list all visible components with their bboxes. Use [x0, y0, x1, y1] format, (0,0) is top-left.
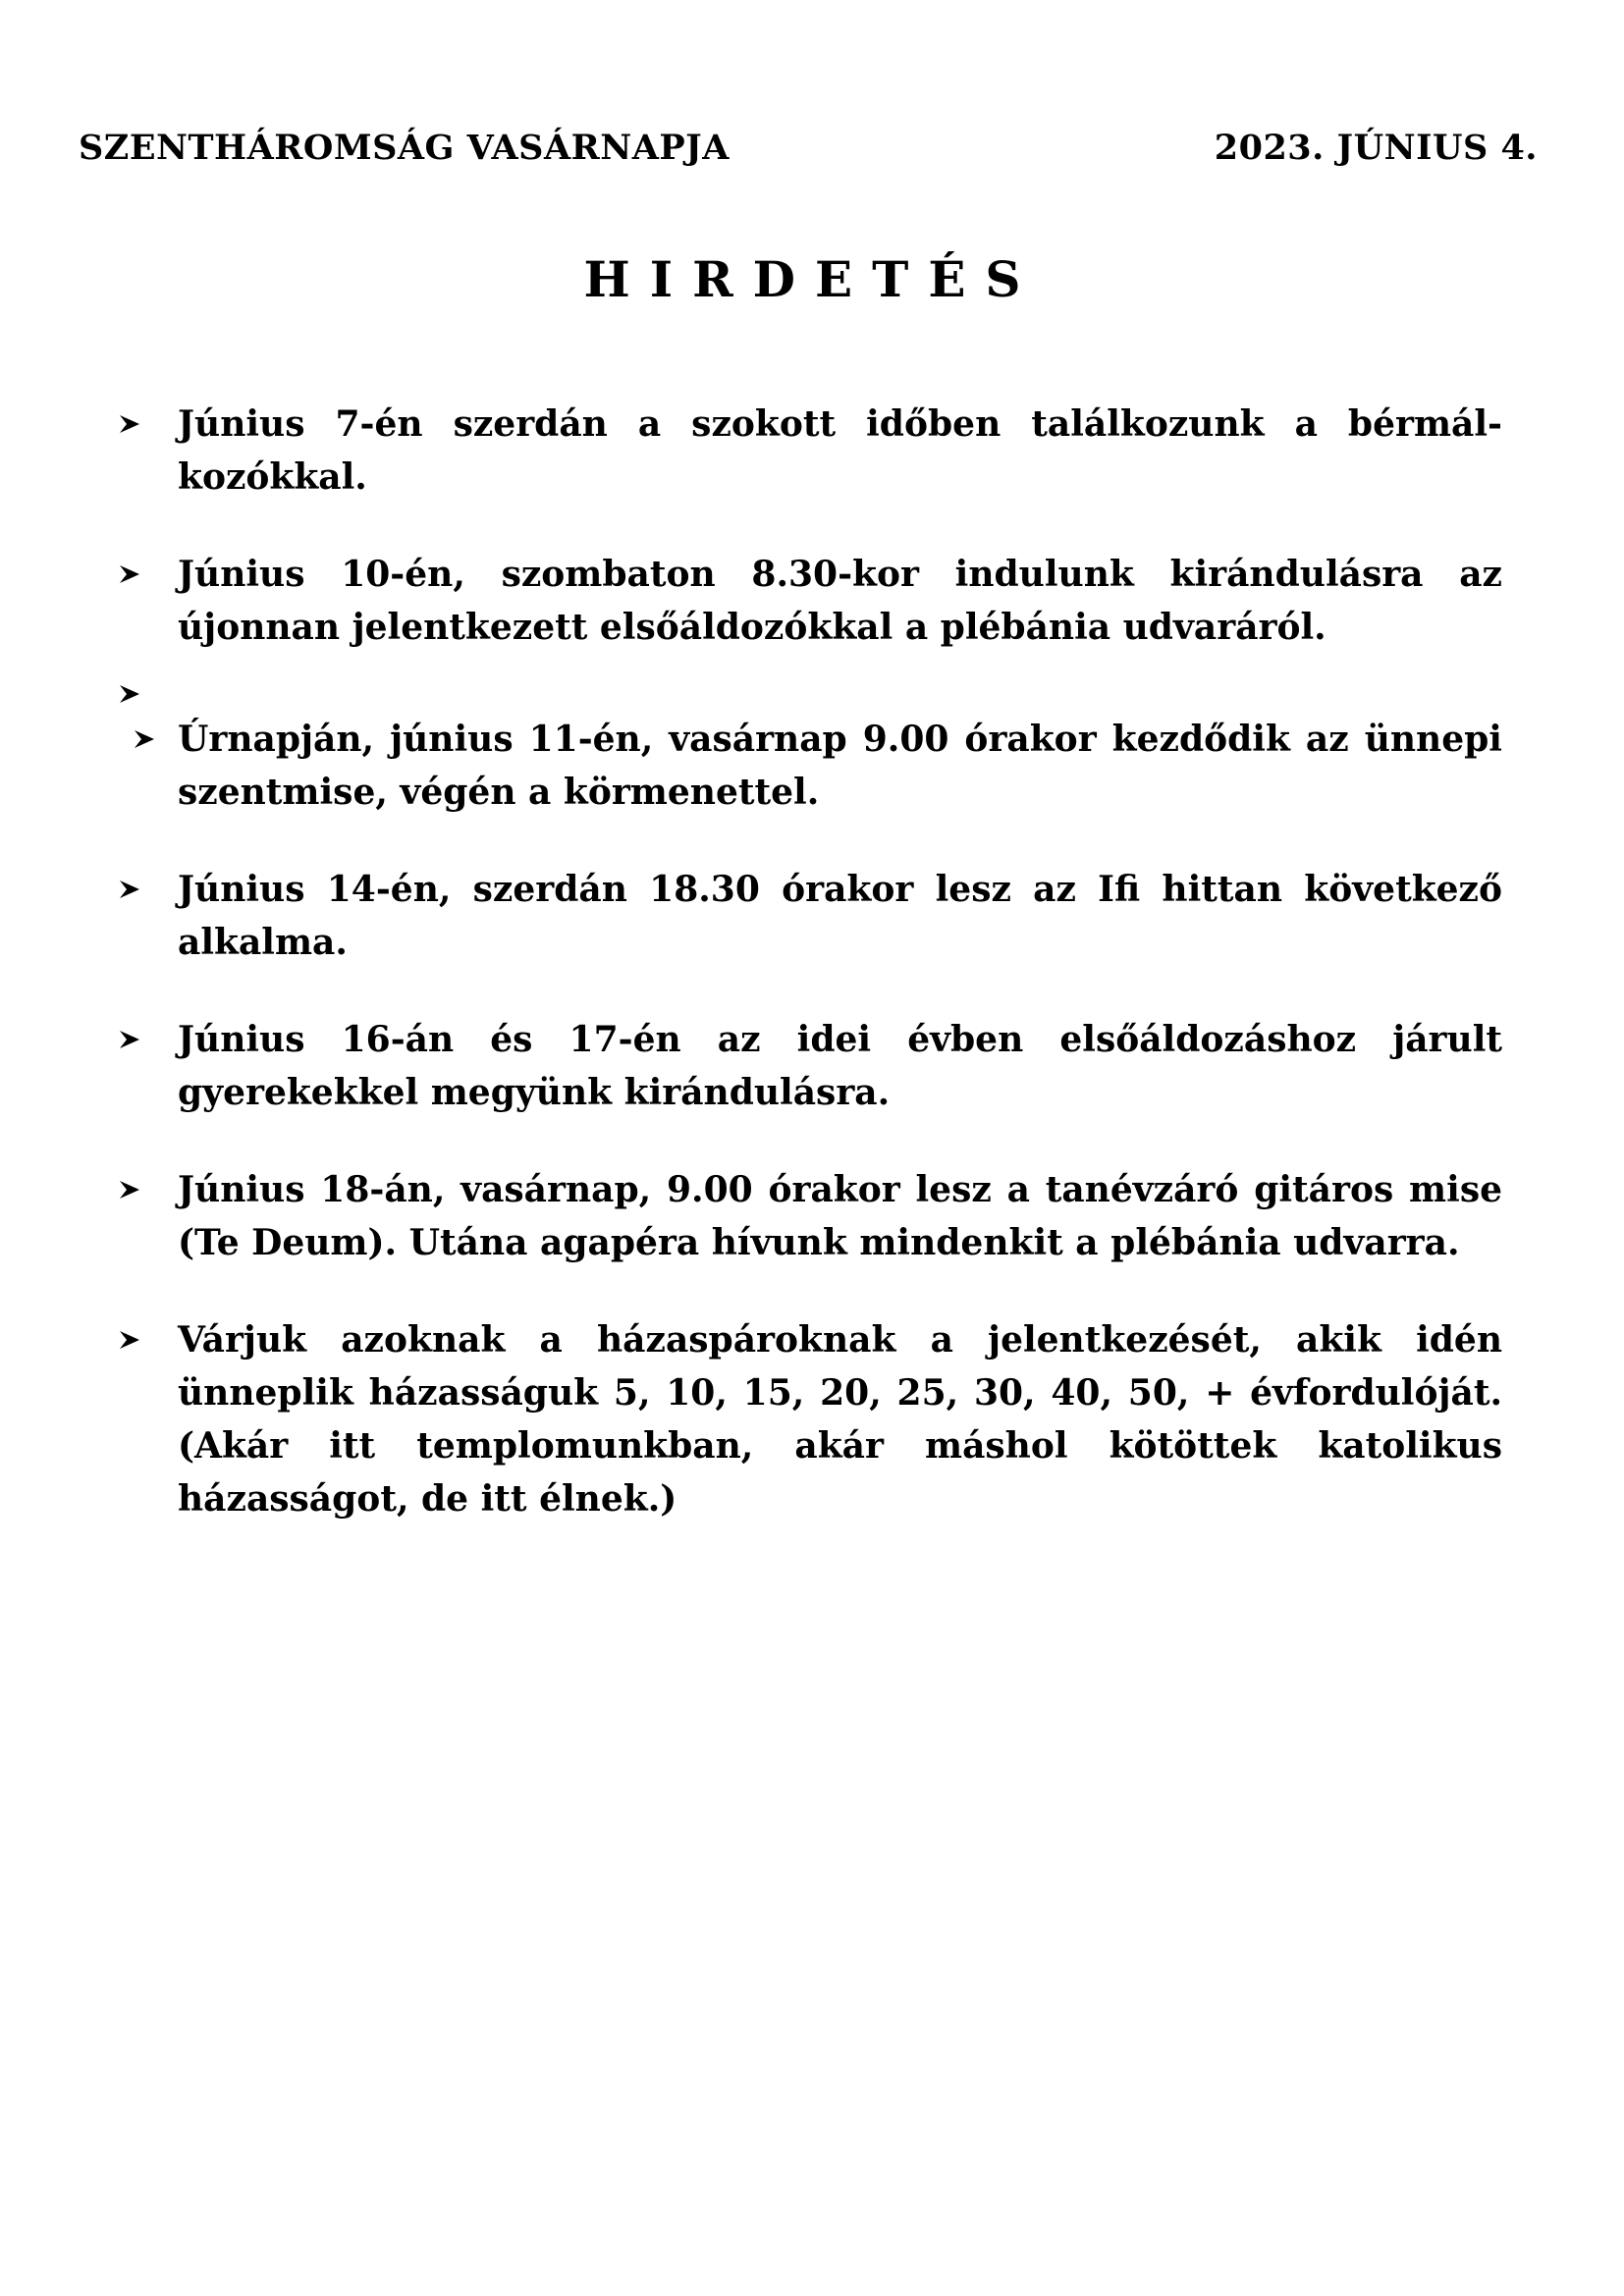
page-title: HIRDETÉS [583, 250, 1041, 308]
arrowhead-bullet-icon [116, 863, 143, 916]
item-text: Június 7-én szerdán a szokott időben találkozunk a bérmál-kozókkal. [178, 403, 1502, 498]
announcement-list [116, 398, 1502, 1525]
list-item [116, 667, 1502, 713]
list-item [116, 398, 1502, 504]
item-text: Június 16-án és 17-én az idei évben elsőáldozáshoz járult gyerekekkel megyünk kirándulásra. [178, 1019, 1502, 1113]
arrowhead-bullet-icon [116, 548, 143, 601]
list-item [116, 863, 1502, 969]
header-row [79, 128, 1538, 168]
list-item [116, 713, 1502, 819]
list-item [116, 548, 1502, 654]
item-text: Úrnapján, június 11-én, vasárnap 9.00 órakor kezdődik az ünnepi szentmise, végén a körmenettel. [178, 719, 1502, 813]
list-item [116, 1313, 1502, 1525]
list-item [116, 1013, 1502, 1119]
item-text: Június 14-én, szerdán 18.30 órakor lesz az Ifi hittan következő alkalma. [178, 869, 1502, 963]
arrowhead-bullet-icon [116, 398, 143, 451]
item-text: Június 18-án, vasárnap, 9.00 órakor lesz a tanévzáró gitáros mise (Te Deum). Utána agapéra hívunk mindenkit a plébánia udvarra. [178, 1169, 1502, 1263]
list-item [116, 1163, 1502, 1269]
arrowhead-bullet-icon [116, 1313, 143, 1366]
item-text: Június 10-én, szombaton 8.30-kor indulunk kirándulásra az újonnan jelentkezett elsőáldozókkal a plébánia udvaráról. [178, 554, 1502, 648]
feast-name: SZENTHÁROMSÁG VASÁRNAPJA [79, 128, 730, 168]
arrowhead-bullet-icon [131, 713, 158, 766]
arrowhead-bullet-icon [116, 1013, 143, 1066]
arrowhead-bullet-icon [116, 1163, 143, 1216]
item-text: Várjuk azoknak a házaspároknak a jelentkezését, akik idén ünneplik házasságuk 5, 10, 15, 20, 25, 30, 40, 50, + évfordulóját. (Akár itt templomunkban, akár máshol kötöttek katolikus házasságot, de itt élnek.) [178, 1319, 1502, 1520]
date-label: 2023. JÚNIUS 4. [1214, 128, 1538, 168]
